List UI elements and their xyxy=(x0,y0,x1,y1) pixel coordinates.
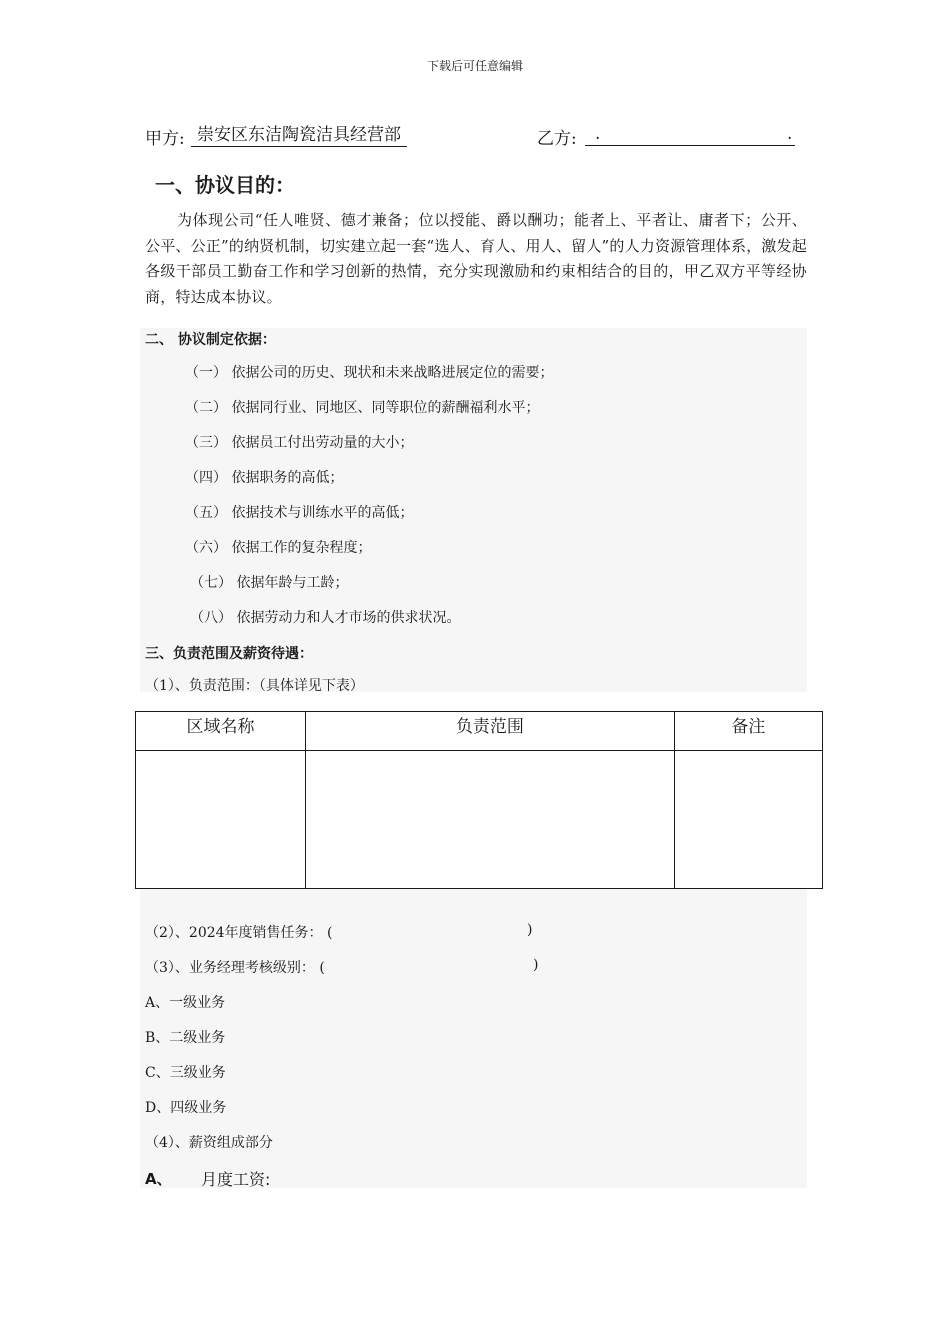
basis-item: （八） 依据劳动力和人才市场的供求状况。 xyxy=(190,610,461,626)
party-a-value[interactable]: 崇安区东洁陶瓷洁具经营部 xyxy=(191,124,407,147)
monthly-prefix: A、 xyxy=(145,1170,172,1188)
party-b-label: 乙方: xyxy=(537,129,577,149)
basis-item: （七） 依据年龄与工龄； xyxy=(190,575,349,591)
section1-title: 一、协议目的： xyxy=(155,173,295,197)
level-item: D、四级业务 xyxy=(145,1100,227,1116)
party-a-label: 甲方: xyxy=(145,129,185,149)
table-header-remarks: 备注 xyxy=(674,712,822,751)
party-b-dot-end: . xyxy=(787,124,793,144)
section2-title: 二、 协议制定依据： xyxy=(145,332,276,348)
table-row xyxy=(136,751,823,889)
table-header-region: 区域名称 xyxy=(136,712,306,751)
scope-label: （1）、负责范围：（具体详见下表） xyxy=(145,678,364,694)
section1-body: 为体现公司“任人唯贤、德才兼备；位以授能、爵以酬功；能者上、平者让、庸者下；公开、公平、公正”的纳贤机制，切实建立起一套“选人、育人、用人、留人”的人力资源管理体系，激发起各级干部员工勤奋工作和学习创新的热情，充分实现激励和约束相结合的目的，甲乙双方平等经协商，特达成本协议。 xyxy=(145,211,808,306)
table-cell-region[interactable] xyxy=(136,751,306,889)
basis-item: （三） 依据员工付出劳动量的大小； xyxy=(185,435,414,451)
section3-title: 三、负责范围及薪资待遇： xyxy=(145,646,313,662)
sales-task-label: （2）、2024年度销售任务： ( xyxy=(145,925,333,941)
basis-item: （四） 依据职务的高低； xyxy=(185,470,344,486)
basis-item: （五） 依据技术与训练水平的高低； xyxy=(185,505,414,521)
level-item: B、二级业务 xyxy=(145,1030,226,1046)
table-cell-remarks[interactable] xyxy=(674,751,822,889)
table-cell-scope[interactable] xyxy=(306,751,675,889)
scope-table xyxy=(135,711,823,889)
level-item: A、一级业务 xyxy=(145,995,226,1011)
salary-label: （4）、薪资组成部分 xyxy=(145,1135,273,1151)
party-b-blank-field[interactable] xyxy=(585,124,795,146)
parties-row xyxy=(145,124,805,148)
sales-task-close: ) xyxy=(527,922,533,938)
basis-item: （一） 依据公司的历史、现状和未来战略进展定位的需要； xyxy=(185,365,554,381)
basis-item: （六） 依据工作的复杂程度； xyxy=(185,540,372,556)
level-item: C、三级业务 xyxy=(145,1065,226,1081)
assess-level-close: ) xyxy=(533,957,539,973)
assess-level-label: （3）、业务经理考核级别： ( xyxy=(145,960,325,976)
party-b-dot-start: . xyxy=(595,124,601,144)
monthly-salary-label: 月度工资: xyxy=(201,1170,271,1189)
table-header-scope: 负责范围 xyxy=(306,712,675,751)
header-note: 下载后可任意编辑 xyxy=(426,59,523,73)
basis-item: （二） 依据同行业、同地区、同等职位的薪酬福利水平； xyxy=(185,400,540,416)
